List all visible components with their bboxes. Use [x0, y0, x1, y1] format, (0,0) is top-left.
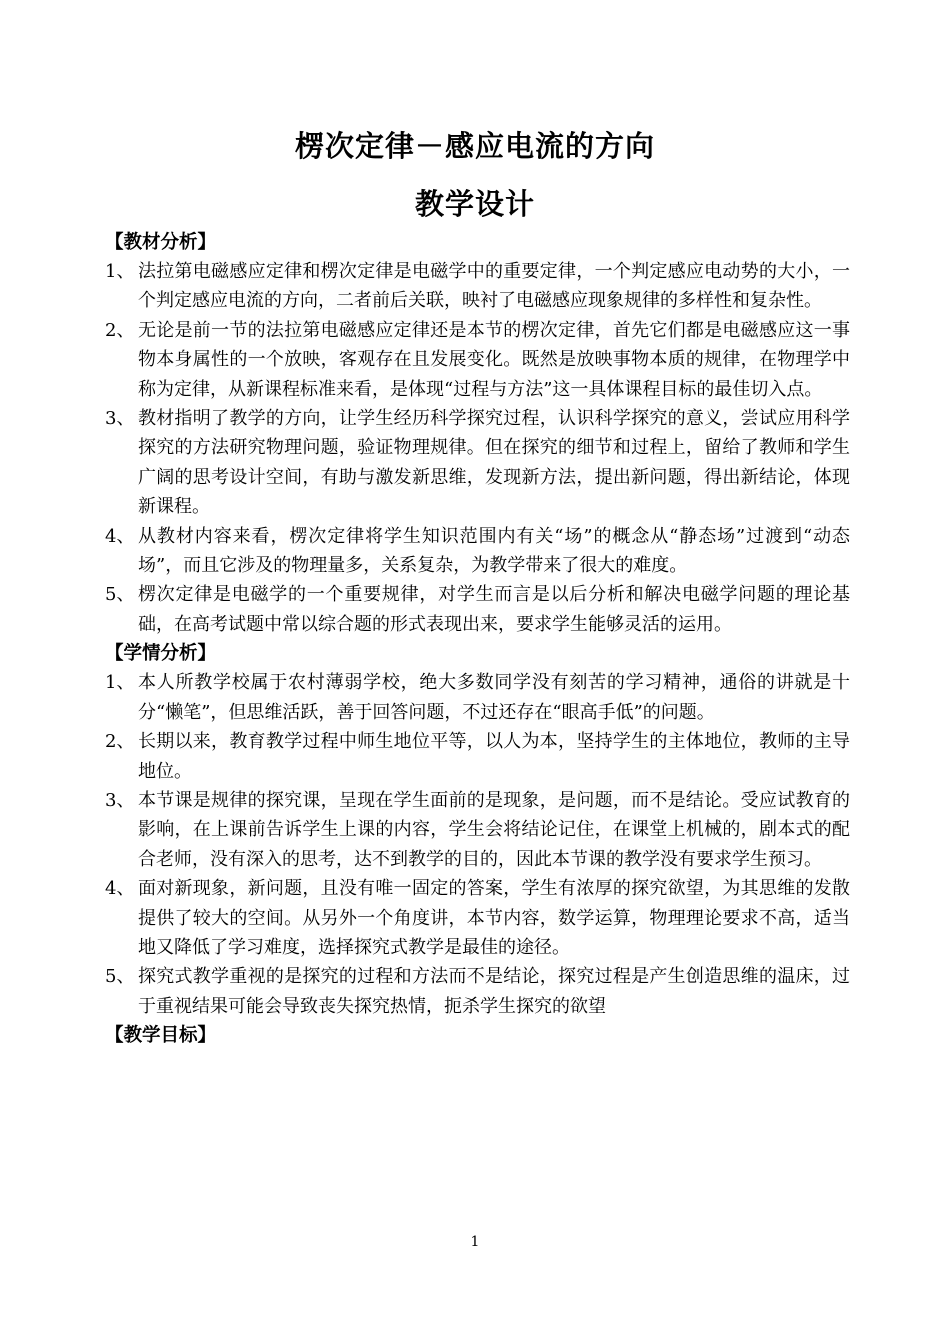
- list-item: [105, 786, 850, 874]
- list-item: [105, 257, 850, 316]
- list-item: [105, 316, 850, 404]
- item-text: 本节课是规律的探究课，呈现在学生面前的是现象，是问题，而不是结论。受应试教育的影响，在上课前告诉学生上课的内容，学生会将结论记住，在课堂上机械的，剧本式的配合老师，没有深入的思考，达不到教学的目的，因此本节课的教学没有要求学生预习。: [138, 789, 850, 870]
- item-text: 面对新现象，新问题，且没有唯一固定的答案，学生有浓厚的探究欲望，为其思维的发散提供了较大的空间。从另外一个角度讲，本节内容，数学运算，物理理论要求不高，适当地又降低了学习难度，选择探究式教学是最佳的途径。: [138, 878, 850, 958]
- document-subtitle: 教学设计: [414, 187, 535, 221]
- item-text: 从教材内容来看，楞次定律将学生知识范围内有关“场”的概念从“静态场”过渡到“动态场”，而且它涉及的物理量多，关系复杂，为教学带来了很大的难度。: [138, 525, 850, 577]
- item-text: 教材指明了教学的方向，让学生经历科学探究过程，认识科学探究的意义，尝试应用科学探究的方法研究物理问题，验证物理规律。但在探究的细节和过程上，留给了教师和学生广阔的思考设计空间，有助与激发新思维，发现新方法，提出新问题，得出新结论，体现新课程。: [138, 408, 850, 518]
- list-item: [105, 580, 850, 639]
- item-number: 4、: [105, 878, 135, 900]
- item-number: 5、: [105, 966, 135, 988]
- list-item: [105, 522, 850, 581]
- item-text: 楞次定律是电磁学的一个重要规律，对学生而言是以后分析和解决电磁学问题的理论基础，在高考试题中常以综合题的形式表现出来，要求学生能够灵活的运用。: [138, 584, 850, 635]
- item-number: 4、: [105, 525, 135, 547]
- item-number: 2、: [105, 319, 135, 341]
- list-item: [105, 404, 850, 522]
- item-number: 1、: [105, 261, 135, 282]
- item-number: 3、: [105, 789, 135, 811]
- document-title: 楞次定律－感应电流的方向: [294, 129, 655, 163]
- item-text: 法拉第电磁感应定律和楞次定律是电磁学中的重要定律，一个判定感应电动势的大小，一个判定感应电流的方向，二者前后关联，映衬了电磁感应现象规律的多样性和复杂性。: [138, 261, 850, 312]
- section-heading-students: 【学情分析】: [105, 643, 217, 665]
- item-number: 2、: [105, 731, 135, 753]
- list-item: [105, 874, 850, 962]
- item-text: 长期以来，教育教学过程中师生地位平等，以人为本，坚持学生的主体地位，教师的主导地位。: [138, 731, 850, 782]
- section-heading-analysis: 【教材分析】: [105, 232, 217, 253]
- section-heading-goals: 【教学目标】: [105, 1025, 217, 1047]
- item-number: 1、: [105, 672, 135, 694]
- list-item: [105, 962, 850, 1021]
- item-text: 探究式教学重视的是探究的过程和方法而不是结论，探究过程是产生创造思维的温床，过于重视结果可能会导致丧失探究热情，扼杀学生探究的欲望: [138, 966, 850, 1017]
- document-body: [105, 228, 850, 1050]
- item-text: 本人所教学校属于农村薄弱学校，绝大多数同学没有刻苦的学习精神，通俗的讲就是十分“懒笔”，但思维活跃，善于回答问题，不过还存在“眼高手低”的问题。: [138, 672, 850, 723]
- item-number: 5、: [105, 584, 135, 606]
- list-item: [105, 727, 850, 786]
- item-number: 3、: [105, 408, 135, 430]
- list-item: [105, 668, 850, 727]
- item-text: 无论是前一节的法拉第电磁感应定律还是本节的楞次定律，首先它们都是电磁感应这一事物本身属性的一个放映，客观存在且发展变化。既然是放映事物本质的规律，在物理学中称为定律，从新课程标准来看，是体现“过程与方法”这一具体课程目标的最佳切入点。: [138, 319, 850, 400]
- page-number: 1: [470, 1234, 480, 1250]
